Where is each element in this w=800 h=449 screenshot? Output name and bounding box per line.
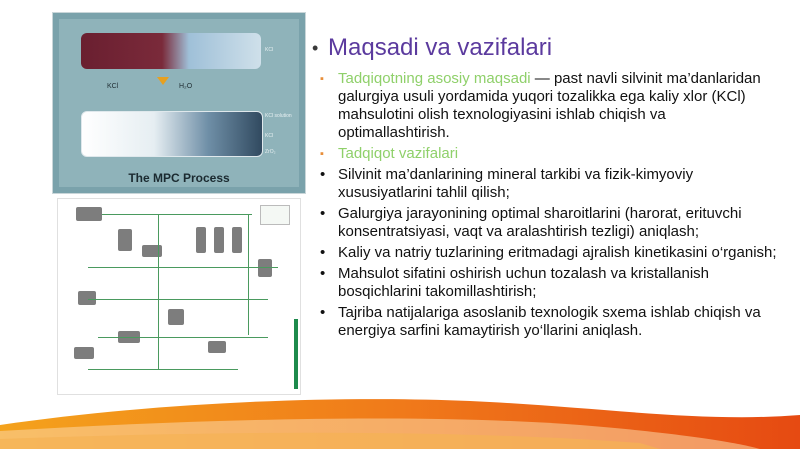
bullet-icon: ▪: [320, 73, 324, 85]
flowsheet-unit: [258, 259, 272, 277]
mpc-side-label: KCl: [265, 133, 274, 139]
upper-tube: [81, 33, 261, 69]
task-item: [318, 265, 780, 301]
flowsheet-unit: [232, 227, 242, 253]
mpc-side-label: KCl: [265, 47, 274, 53]
tasks-label-item: [318, 145, 780, 163]
kcl-label: KCl: [107, 83, 119, 90]
flowsheet-pipe: [88, 299, 268, 300]
bullet-icon: ▪: [320, 148, 324, 160]
slide-title: Maqsadi va vazifalari: [328, 34, 553, 61]
bullet-icon: •: [320, 205, 326, 222]
process-flowsheet-image: [57, 198, 301, 395]
flowsheet-unit: [208, 341, 226, 353]
mpc-diagram: [59, 19, 299, 187]
goal-label: Tadqiqotning asosiy maqsadi: [338, 70, 531, 87]
lower-tube: [81, 111, 263, 157]
flowsheet-unit: [196, 227, 206, 253]
decorative-wave: [0, 385, 800, 449]
mpc-side-label: KCl solution: [265, 113, 292, 119]
tasks-label: Tadqiqot vazifalari: [338, 145, 459, 162]
task-item: [318, 304, 780, 340]
flowsheet-pipe: [88, 369, 238, 370]
flowsheet-unit: [168, 309, 184, 325]
mpc-title: The MPC Process: [128, 171, 230, 185]
goal-text: — past navli silvinit ma’danlaridan galurgiya usuli yordamida yuqori tozalikka ega kaliy xlor (KCl) mahsulotini olish texnologiyasini ishlab chiqish va optimallashtirish.: [338, 70, 761, 141]
flowsheet-side-bar: [294, 319, 298, 389]
h2o-label: H₂O: [179, 83, 193, 90]
arrow-down-icon: [157, 77, 169, 85]
task-text: Galurgiya jarayonining optimal sharoitlarini (harorat, erituvchi konsentratsiyasi, vaqt va aralashtirish tezligi) aniqlash;: [338, 205, 742, 240]
flowsheet-unit: [214, 227, 224, 253]
flowsheet-unit: [118, 229, 132, 251]
flowsheet-pipe: [248, 215, 249, 335]
task-text: Kaliy va natriy tuzlarining eritmadagi ajralish kinetikasini o‘rganish;: [338, 244, 777, 261]
content-list: [318, 70, 780, 343]
bullet-icon: •: [312, 38, 319, 59]
bullet-icon: •: [320, 265, 326, 282]
slide-heading: [312, 34, 552, 62]
goal-item: [318, 70, 780, 142]
task-item: [318, 205, 780, 241]
flowsheet-pipe: [158, 215, 159, 369]
flowsheet-unit: [78, 291, 96, 305]
bullet-icon: •: [320, 166, 326, 183]
task-text: Mahsulot sifatini oshirish uchun tozalash va kristallanish bosqichlarini takomillashtirish;: [338, 265, 710, 300]
mpc-side-label: ZrO₂: [265, 149, 276, 155]
task-text: Silvinit ma’danlarining mineral tarkibi va fizik-kimyoviy xususiyatlarini tahlil qilish;: [338, 166, 694, 201]
flowsheet-pipe: [98, 337, 268, 338]
task-item: [318, 166, 780, 202]
bullet-icon: •: [320, 244, 326, 261]
company-logo: [260, 205, 290, 225]
flowsheet-unit: [76, 207, 102, 221]
flowsheet-pipe: [88, 267, 278, 268]
task-text: Tajriba natijalariga asoslanib texnologik sxema ishlab chiqish va energiya sarfini kamaytirish yo‘llarini aniqlash.: [338, 304, 761, 339]
bullet-icon: •: [320, 304, 326, 321]
flowsheet-unit: [142, 245, 162, 257]
flowsheet-pipe: [102, 214, 252, 215]
task-item: [318, 244, 780, 262]
flowsheet-unit: [74, 347, 94, 359]
mpc-process-image: [52, 12, 306, 194]
